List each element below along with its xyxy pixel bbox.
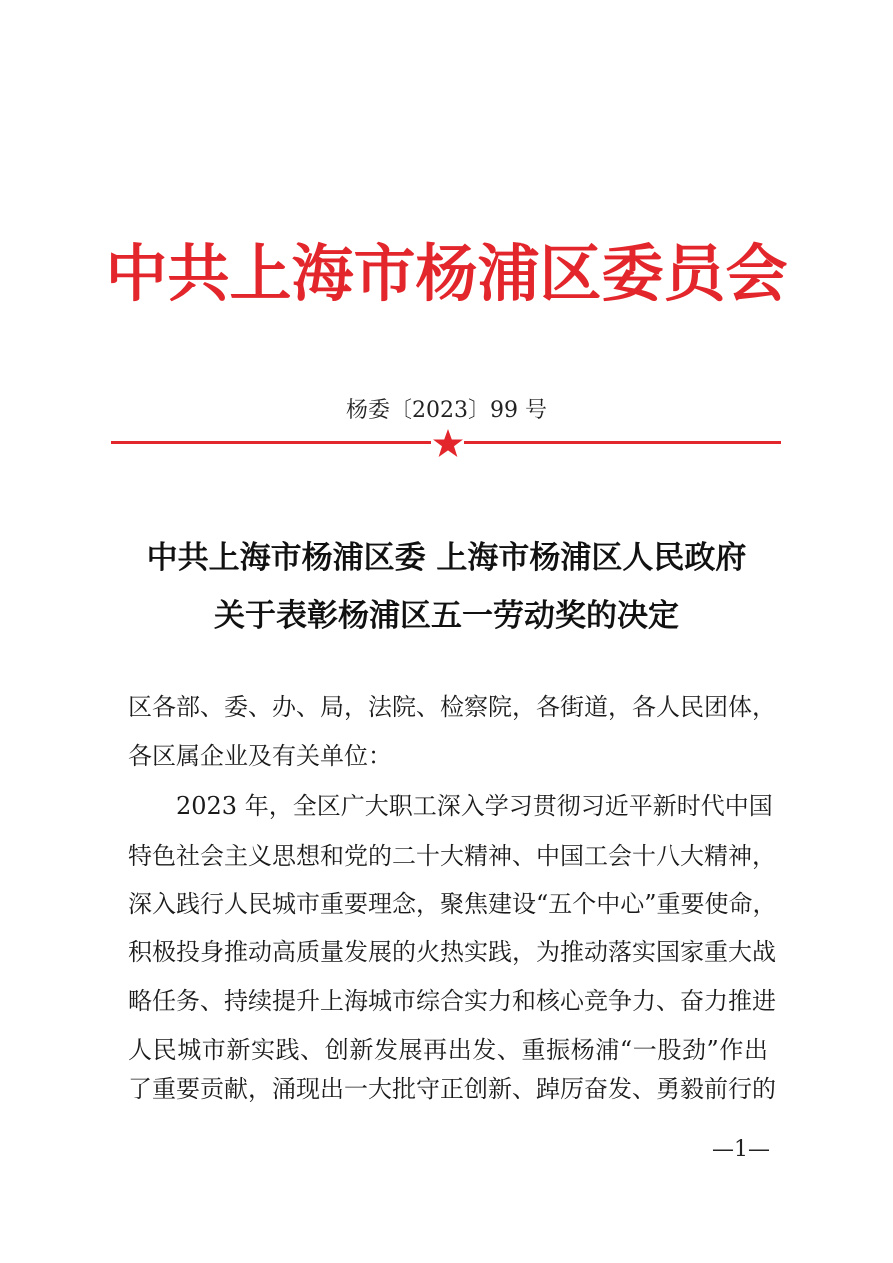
issuer-masthead: 中共上海市杨浦区委员会 — [105, 237, 788, 310]
red-divider-right — [464, 441, 781, 444]
body-line-7: 略任务、持续提升上海城市综合实力和核心竞争力、奋力推进 — [128, 987, 776, 1015]
document-title-line-1: 中共上海市杨浦区委 上海市杨浦区人民政府 — [146, 540, 747, 576]
body-line-1: 区各部、委、办、局，法院、检察院，各街道，各人民团体， — [128, 693, 776, 721]
body-line-4: 特色社会主义思想和党的二十大精神、中国工会十八大精神， — [128, 842, 776, 870]
body-line-3: 2023 年，全区广大职工深入学习贯彻习近平新时代中国 — [176, 792, 773, 820]
body-line-9: 了重要贡献，涌现出一大批守正创新、踔厉奋发、勇毅前行的 — [128, 1075, 776, 1103]
document-number: 杨委〔2023〕99 号 — [346, 398, 547, 423]
red-divider-left — [111, 441, 431, 444]
page-number: —1— — [712, 1137, 770, 1162]
body-line-2: 各区属企业及有关单位： — [128, 742, 392, 770]
document-title-line-2: 关于表彰杨浦区五一劳动奖的决定 — [214, 598, 679, 634]
body-line-5: 深入践行人民城市重要理念，聚焦建设“五个中心”重要使命， — [128, 890, 777, 918]
red-star-icon — [432, 428, 464, 458]
body-line-8: 人民城市新实践、创新发展再出发、重振杨浦“一股劲”作出 — [128, 1036, 768, 1064]
body-line-6: 积极投身推动高质量发展的火热实践，为推动落实国家重大战 — [128, 938, 776, 966]
